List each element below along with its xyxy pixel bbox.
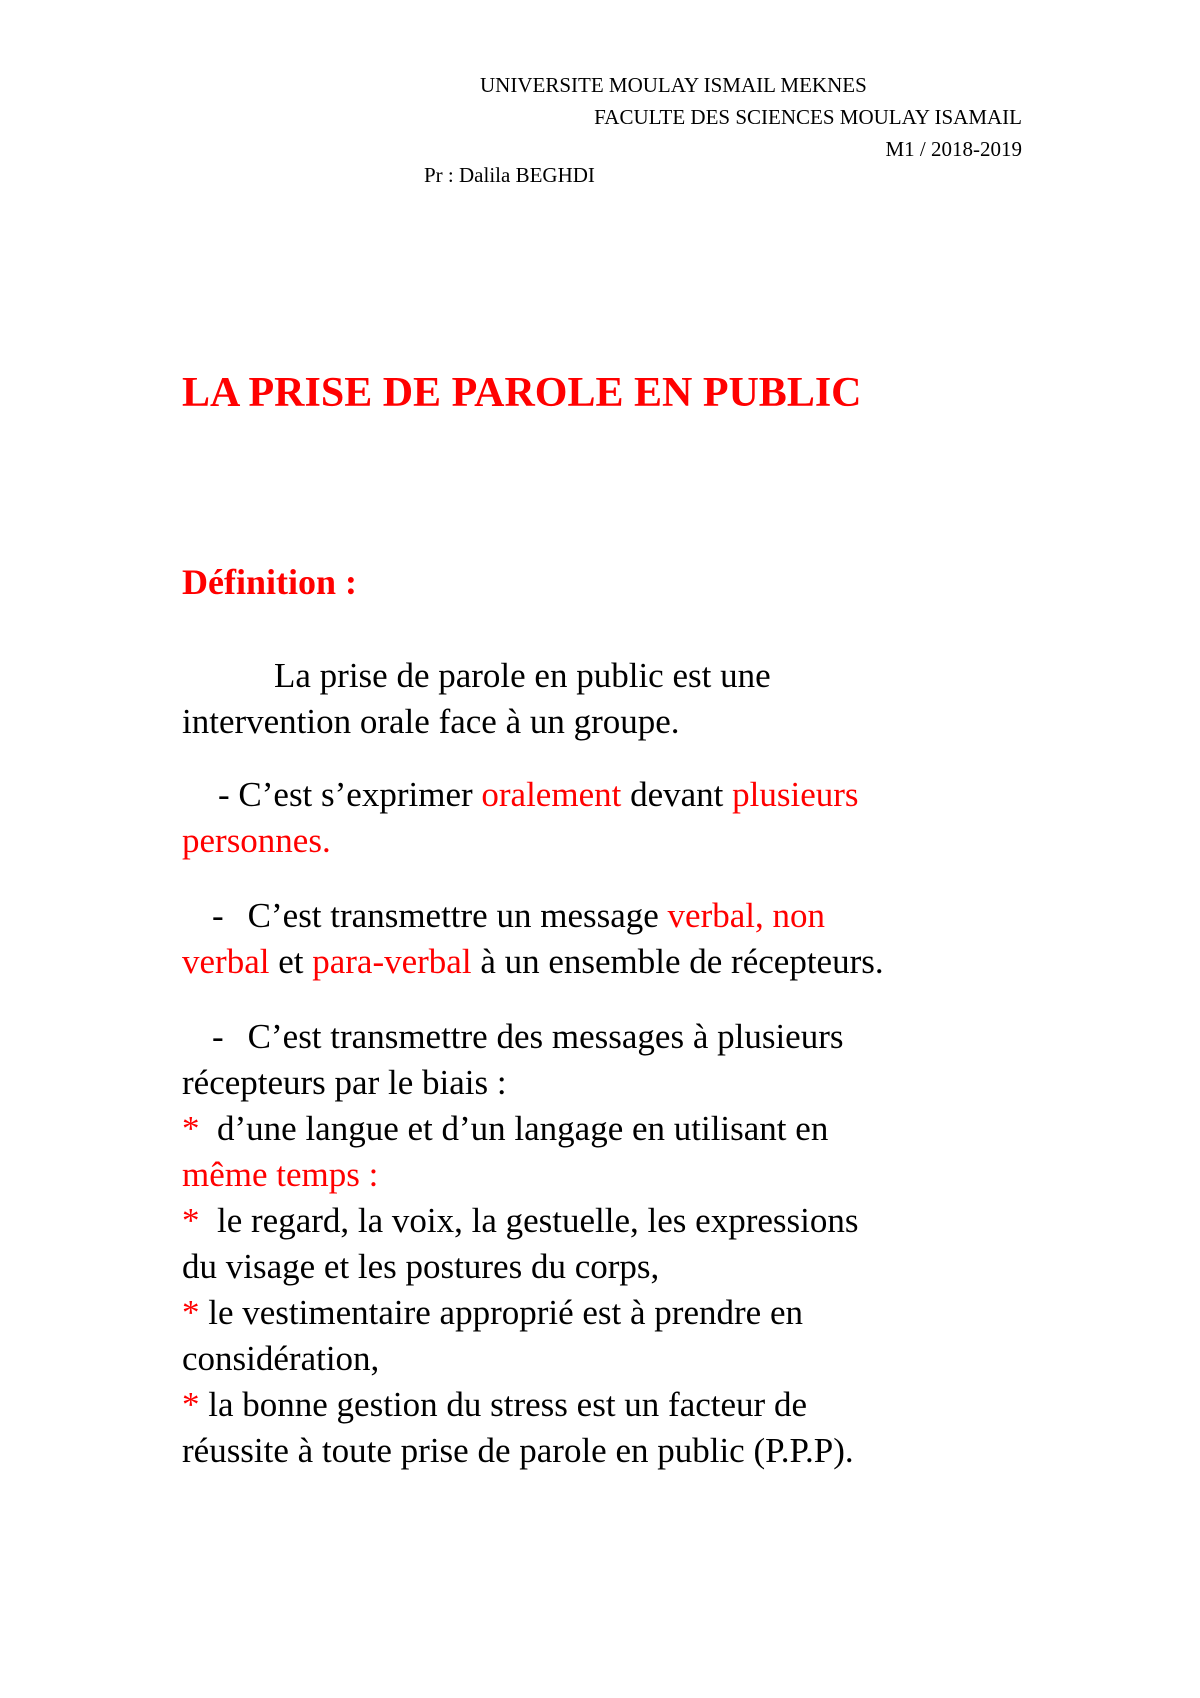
header-year: M1 / 2018-2019 [885,137,1022,161]
bullet-clothing [182,1290,1042,1336]
bullet-asterisk-3: * [182,1293,200,1332]
point-3-red-para-verbal: para-verbal [312,942,472,981]
point-3-suffix: à un ensemble de récepteurs. [471,942,884,981]
point-3-red-verbal-non: verbal, non [667,896,825,935]
point-2-red-plusieurs: plusieurs [732,775,859,814]
point-4-dash: - [212,1017,224,1056]
bullet-2-text: le regard, la voix, la gestuelle, les expressions [217,1201,859,1240]
definition-paragraph [182,653,1042,745]
point-3-dash: - [212,896,224,935]
definition-line-1: La prise de parole en public est une [274,656,771,695]
point-2-red-oralement: oralement [481,775,622,814]
bullet-2-continuation: du visage et les postures du corps, [182,1247,660,1286]
point-4-line-2: récepteurs par le biais : [182,1063,507,1102]
point-transmit-message [182,893,1042,985]
bullet-4-text: la bonne gestion du stress est un facteur de [199,1385,807,1424]
point-3-line-2 [182,939,1042,985]
point-3-prefix: C’est transmettre un message [247,896,668,935]
point-2-red-personnes: personnes. [182,821,331,860]
point-express-orally [182,772,1042,864]
point-3-red-verbal: verbal [182,942,270,981]
header-professor: Pr : Dalila BEGHDI [424,163,595,187]
bullet-stress [182,1382,1042,1428]
bullet-3-continuation: considération, [182,1339,380,1378]
header-faculty: FACULTE DES SCIENCES MOULAY ISAMAIL [594,105,1022,129]
point-2-prefix: - C’est s’exprimer [218,775,482,814]
bullet-language [182,1106,1042,1152]
bullet-3-text: le vestimentaire approprié est à prendre en [199,1293,803,1332]
section-heading: Définition : [182,562,357,602]
bullet-asterisk-4: * [182,1385,200,1424]
point-3-mid: et [269,942,313,981]
document-title: LA PRISE DE PAROLE EN PUBLIC [182,370,862,416]
point-4-line1-text: C’est transmettre des messages à plusieurs [247,1017,844,1056]
header-university: UNIVERSITE MOULAY ISMAIL MEKNES [480,73,867,97]
bullet-nonverbal [182,1198,1042,1244]
point-transmit-messages [182,1014,1042,1474]
point-3-line-1 [182,893,1042,939]
point-2-mid: devant [621,775,733,814]
bullet-1-text: d’une langue et d’un langage en utilisant en [217,1109,829,1148]
definition-line-2: intervention orale face à un groupe. [182,702,680,741]
bullet-asterisk-2: * [182,1201,200,1240]
bullet-4-continuation: réussite à toute prise de parole en public (P.P.P). [182,1431,854,1470]
point-2-line-1 [182,772,1042,818]
bullet-asterisk-1: * [182,1109,200,1148]
point-4-line-1 [182,1014,1042,1060]
bullet-1-red-meme-temps: même temps : [182,1155,379,1194]
